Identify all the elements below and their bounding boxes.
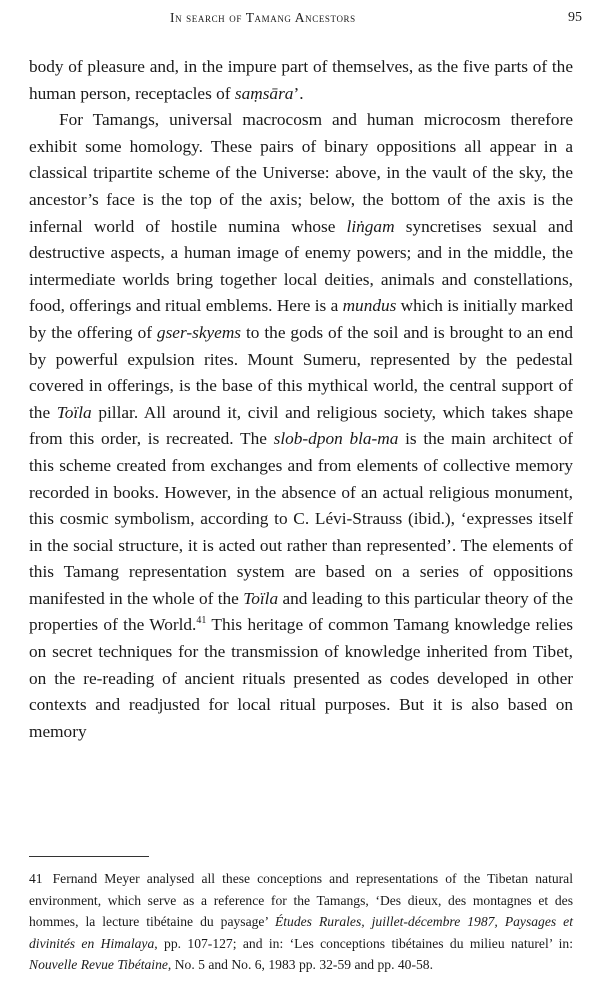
text-run: to the gods of the soil and is brought to an end by powerful expulsion rites. Mount Sumeru, represented by the pedestal covered in offerings, is the base of this mythical world, the central support of the xyxy=(29,322,573,422)
paragraph-2 xyxy=(29,107,573,745)
running-head: In search of Tamang Ancestors xyxy=(170,10,356,25)
text-run: is the main architect of this scheme created from exchanges and from elements of collective memory recorded in books. However, in the absence of an actual religious monument, this cosmic symbolism, according to C. Lévi-Strauss (ibid.), ‘expresses itself in the social structure, it is acted out rather than represented’. The elements of this Tamang representation system are based on a series of oppositions manifested in the whole of the xyxy=(29,429,574,608)
italic-run: Toïla xyxy=(56,402,92,422)
text-run: pillar. All around it, civil and religious society, which takes shape from this order, is recreated. The xyxy=(29,402,573,449)
italic-run: Études Rurales, juillet-décembre 1987, Paysages et divinités en Himalaya xyxy=(29,914,573,951)
text-run: ’. xyxy=(293,83,304,103)
text-run: which is initially marked by the offering of xyxy=(29,296,573,342)
body-text xyxy=(29,54,573,745)
text-run: and leading to this particular theory of the properties of the World. xyxy=(29,588,573,635)
footnote xyxy=(29,868,573,976)
page-header xyxy=(0,10,600,32)
footnote-rule xyxy=(29,856,149,857)
text-run: body of pleasure and, in the impure part of themselves, as the five parts of the human person, receptacles of xyxy=(29,57,573,103)
italic-run: Toïla xyxy=(243,588,279,608)
footnote-text xyxy=(29,871,573,972)
text-run: , pp. 107-127; and in: ‘Les conceptions tibétaines du milieu naturel’ in: xyxy=(154,935,573,951)
italic-run: saṃsāra xyxy=(234,83,294,103)
footnote-number: 41 xyxy=(29,871,43,886)
italic-run: slob-dpon bla-ma xyxy=(273,429,399,449)
text-run: This heritage of common Tamang knowledge relies on secret techniques for the transmission of knowledge inherited from Tibet, on the re-reading of ancient rituals presented as codes developed in other contexts and readjusted for local ritual purposes. But it is also based on memory xyxy=(29,615,573,741)
text-run: , No. 5 and No. 6, 1983 pp. 32-59 and pp. 40-58. xyxy=(167,957,433,973)
text-run: For Tamangs, universal macrocosm and human microcosm therefore exhibit some homology. These pairs of binary oppositions all appear in a classical tripartite scheme of the Universe: above, in the vault of the sky, the ancestor’s face is the top of the axis; below, the bottom of the axis is the infernal world of hostile numina whose xyxy=(29,110,573,236)
page-number: 95 xyxy=(568,10,582,25)
italic-run: Nouvelle Revue Tibétaine xyxy=(29,957,168,973)
paragraph-1 xyxy=(29,54,573,107)
footnote-ref: 41 xyxy=(196,615,207,627)
text-run: Fernand Meyer analysed all these conceptions and representations of the Tibetan natural environment, which serve as a reference for the Tamangs, ‘Des dieux, des montagnes et des hommes, la lecture tibétaine du paysage’ xyxy=(29,871,573,930)
italic-run: mundus xyxy=(342,296,397,316)
text-run: syncretises sexual and destructive aspects, a human image of enemy powers; and in the middle, the intermediate worlds bring together local deities, animals and constellations, food, offerings and ritual emblems. Here is a xyxy=(29,216,573,316)
italic-run: gser-skyems xyxy=(156,322,242,342)
italic-run: liṅgam xyxy=(346,216,395,236)
